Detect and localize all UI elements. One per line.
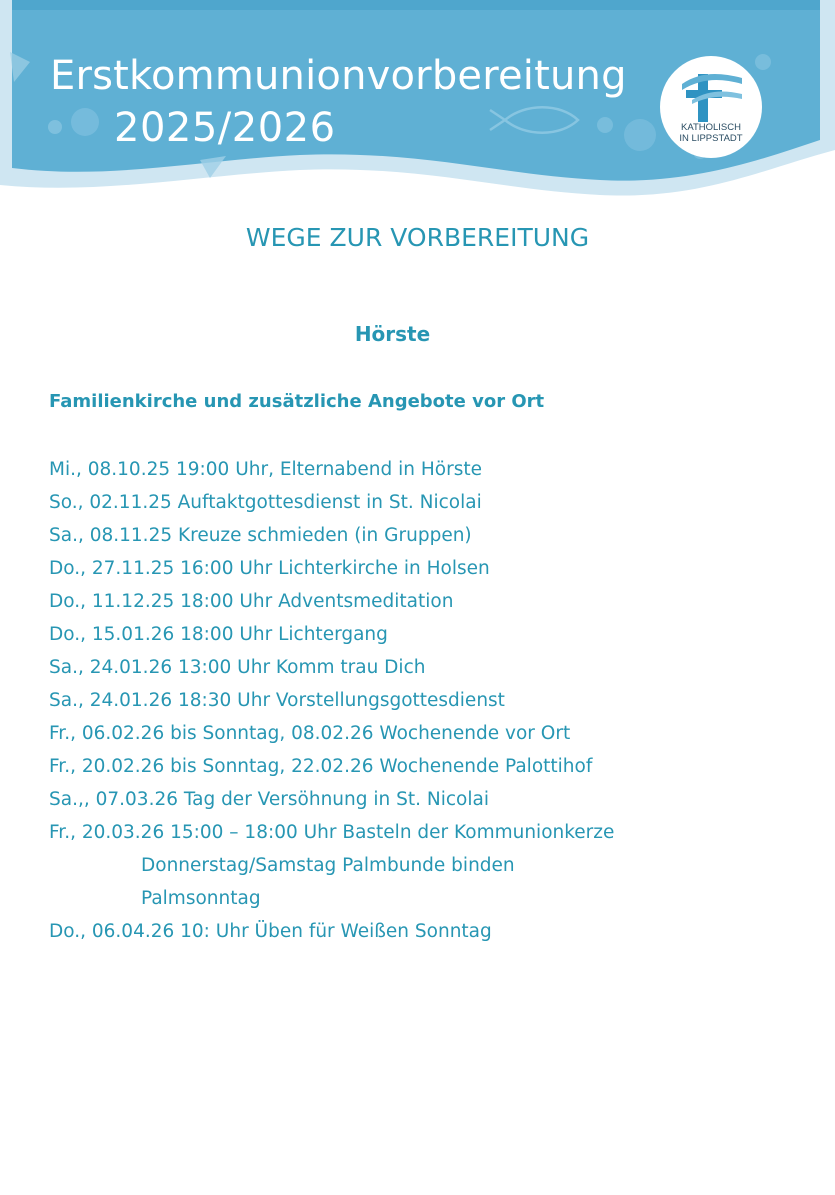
- event-item: Do., 15.01.26 18:00 Uhr Lichtergang: [49, 624, 388, 645]
- logo-text-line1: KATHOLISCH: [680, 122, 741, 133]
- event-item: Sa., 08.11.25 Kreuze schmieden (in Gruppen): [49, 525, 472, 546]
- event-item: Sa., 24.01.26 18:30 Uhr Vorstellungsgottesdienst: [49, 690, 505, 711]
- logo-text-line2: IN LIPPSTADT: [679, 133, 743, 144]
- event-item: Sa.,, 07.03.26 Tag der Versöhnung in St. Nicolai: [49, 789, 489, 810]
- cross-wave-icon: [682, 66, 742, 122]
- banner-title: Erstkommunionvorbereitung: [50, 53, 627, 99]
- event-item: Fr., 06.02.26 bis Sonntag, 08.02.26 Wochenende vor Ort: [49, 723, 571, 744]
- event-list: [49, 453, 614, 948]
- event-item: Do., 11.12.25 18:00 Uhr Adventsmeditation: [49, 591, 454, 612]
- event-item: Sa., 24.01.26 13:00 Uhr Komm trau Dich: [49, 657, 426, 678]
- place-heading: Hörste: [354, 322, 431, 346]
- event-item: Do., 06.04.26 10: Uhr Üben für Weißen Sonntag: [49, 921, 492, 942]
- event-item: Mi., 08.10.25 19:00 Uhr, Elternabend in Hörste: [49, 459, 482, 480]
- event-item-indented: Palmsonntag: [141, 888, 261, 909]
- event-item-indented: Donnerstag/Samstag Palmbunde binden: [141, 855, 515, 876]
- event-item: Do., 27.11.25 16:00 Uhr Lichterkirche in Holsen: [49, 558, 490, 579]
- event-item: Fr., 20.03.26 15:00 – 18:00 Uhr Basteln der Kommunionkerze: [49, 822, 615, 843]
- banner-year: 2025/2026: [114, 105, 336, 151]
- event-item: Fr., 20.02.26 bis Sonntag, 22.02.26 Wochenende Palottihof: [49, 756, 593, 777]
- section-heading: Familienkirche und zusätzliche Angebote vor Ort: [49, 391, 545, 412]
- page-subtitle: WEGE ZUR VORBEREITUNG: [245, 223, 590, 252]
- event-item: So., 02.11.25 Auftaktgottesdienst in St. Nicolai: [49, 492, 482, 513]
- header-banner: [0, 0, 835, 215]
- logo-katholisch-in-lippstadt: [660, 56, 762, 158]
